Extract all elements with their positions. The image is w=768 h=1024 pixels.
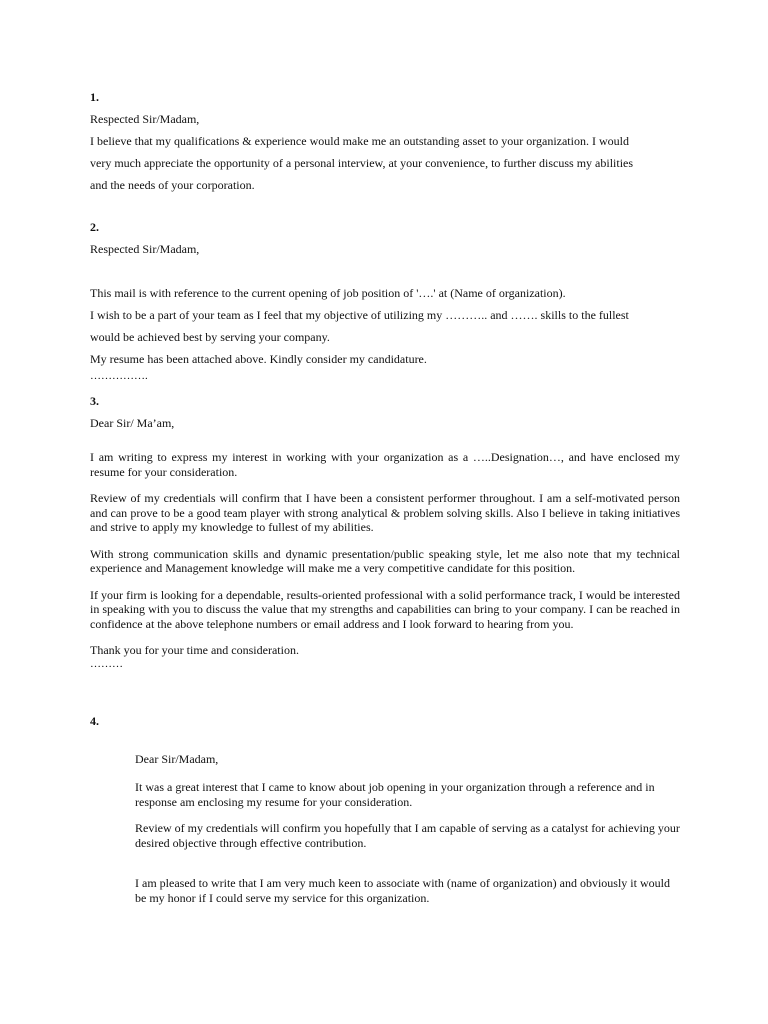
body-line: would be achieved best by serving your company. xyxy=(90,330,330,344)
letter-4 xyxy=(135,748,680,905)
body-line: I believe that my qualifications & experience would make me an outstanding asset to your organization. I would xyxy=(90,134,629,148)
closing-line: Thank you for your time and consideration. xyxy=(90,643,299,657)
letter-number: 1. xyxy=(90,90,99,104)
body-paragraph: I am pleased to write that I am very much keen to associate with (name of organization) and obviously it would be my honor if I could serve my service for this organization. xyxy=(135,876,670,905)
ellipsis: ……… xyxy=(90,657,123,670)
body-paragraph: It was a great interest that I came to know about job opening in your organization through a reference and in response am enclosing my resume for your consideration. xyxy=(135,780,655,809)
body-paragraph: I am writing to express my interest in working with your organization as a …..Designation…, and have enclosed my resume for your consideration. xyxy=(90,450,680,479)
salutation: Respected Sir/Madam, xyxy=(90,112,200,126)
body-line: My resume has been attached above. Kindly consider my candidature. xyxy=(90,352,427,366)
body-line: and the needs of your corporation. xyxy=(90,178,255,192)
body-paragraph: With strong communication skills and dynamic presentation/public speaking style, let me also note that my technical experience and Management knowledge will make me a very competitive candidate for this position. xyxy=(90,546,680,575)
body-line: I wish to be a part of your team as I feel that my objective of utilizing my ……….. and ……. skills to the fullest xyxy=(90,308,629,322)
body-line: very much appreciate the opportunity of a personal interview, at your convenience, to further discuss my abilities xyxy=(90,156,634,170)
letter-number: 3. xyxy=(90,394,99,408)
body-paragraph: If your firm is looking for a dependable, results-oriented professional with a solid performance track, I would be interested in speaking with you to discuss the value that my strengths and capabilities can bring to your company. I can be reached in confidence at the above telephone numbers or email address and I look forward to hearing from you. xyxy=(90,587,680,631)
salutation: Respected Sir/Madam, xyxy=(90,242,200,256)
letter-number: 2. xyxy=(90,220,99,234)
ellipsis: ……………. xyxy=(90,370,148,382)
letter-1 xyxy=(90,86,680,196)
body-paragraph: Review of my credentials will confirm that I have been a consistent performer throughout. I am a self-motivated person and can prove to be a good team player with strong analytical & problem solving skills. Also I believe in taking initiatives and strive to apply my knowledge to fullest of my abilities. xyxy=(90,491,680,534)
salutation: Dear Sir/ Ma’am, xyxy=(90,416,175,430)
letter-3 xyxy=(90,390,680,670)
letter-2 xyxy=(90,216,680,382)
body-line: This mail is with reference to the current opening of job position of '….' at (Name of organization). xyxy=(90,286,566,300)
letter-4-number-block xyxy=(90,710,680,732)
body-paragraph: Review of my credentials will confirm you hopefully that I am capable of serving as a catalyst for achieving your desired objective through effective contribution. xyxy=(135,821,680,850)
letter-number: 4. xyxy=(90,714,99,728)
salutation: Dear Sir/Madam, xyxy=(135,752,219,766)
